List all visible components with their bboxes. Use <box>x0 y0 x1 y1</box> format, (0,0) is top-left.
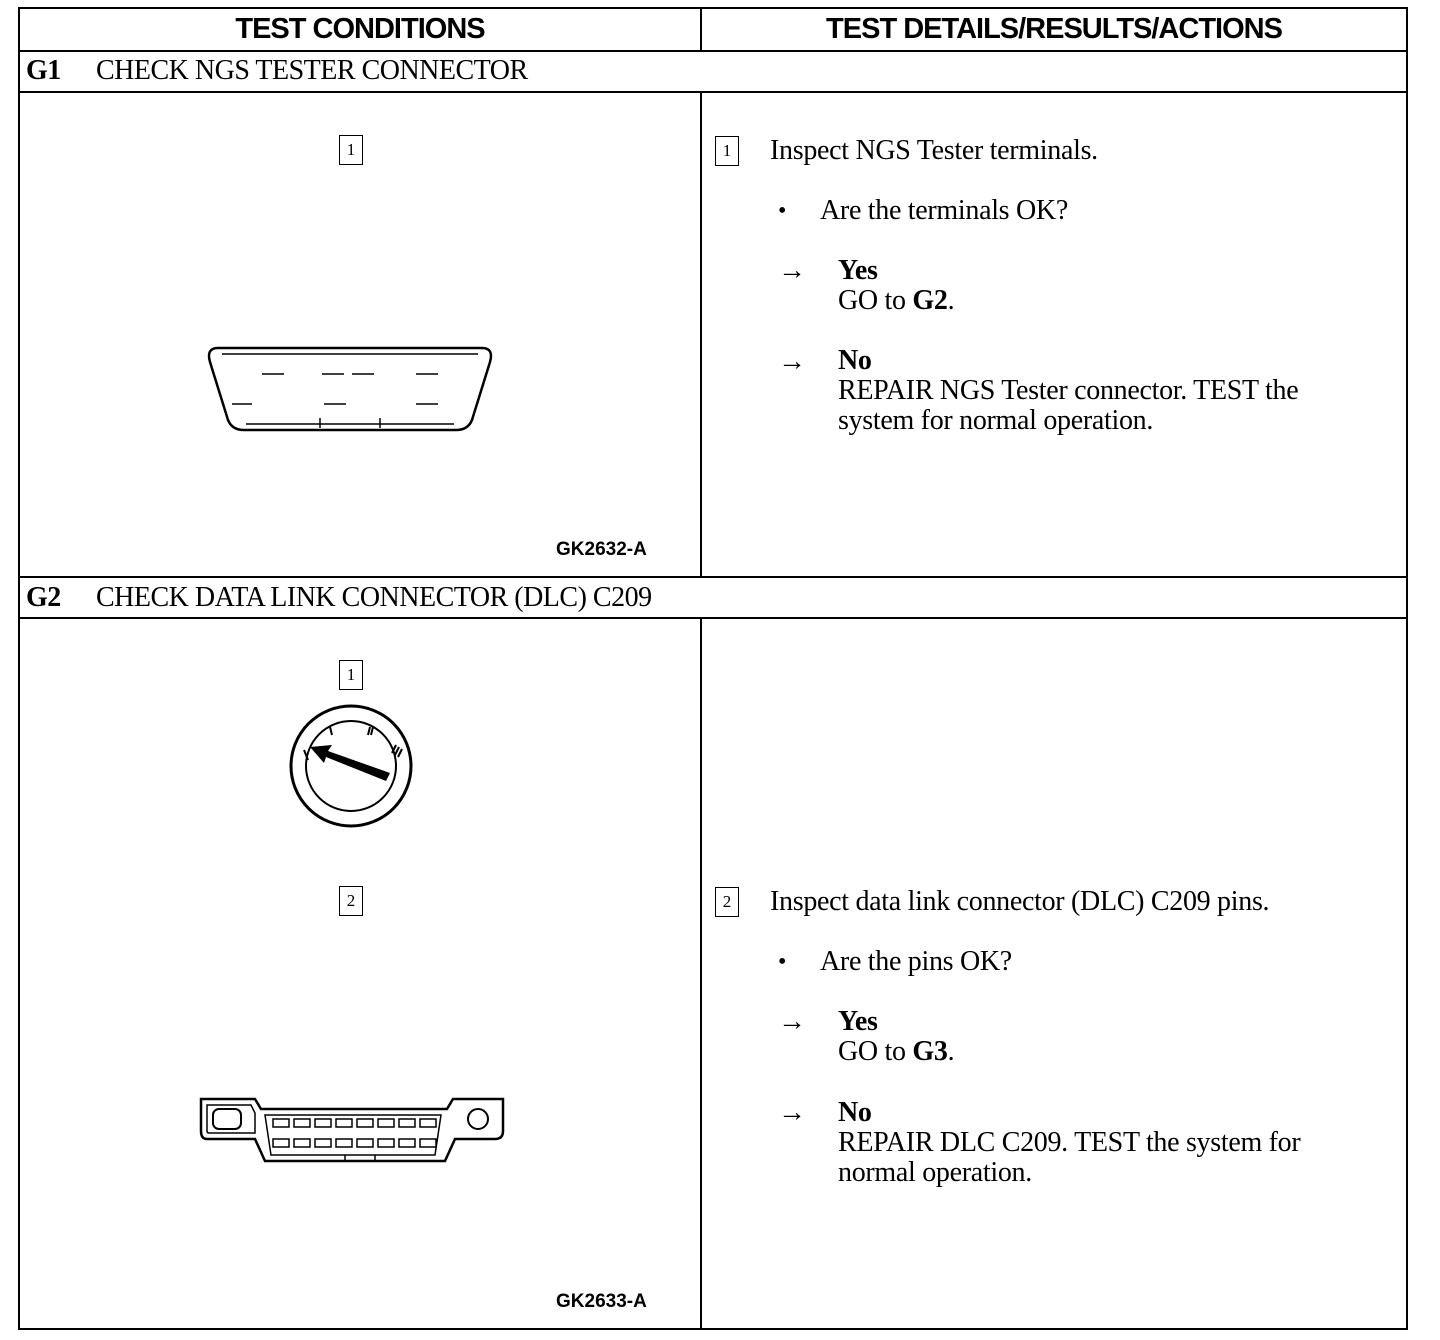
g1-yes-action <box>838 286 954 316</box>
header-test-details: TEST DETAILS/RESULTS/ACTIONS <box>826 12 1282 45</box>
g2-step1-box-left: 1 <box>339 660 363 690</box>
g2-no-action-line1: REPAIR DLC C209. TEST the system for <box>838 1127 1301 1158</box>
g2-step2-box-right: 2 <box>715 887 739 917</box>
g1-yes-action-suffix: . <box>947 285 955 316</box>
g1-step-box-left: 1 <box>339 135 363 165</box>
g2-yes-action-suffix: . <box>947 1036 955 1067</box>
g2-no-label: No <box>838 1097 872 1128</box>
g2-yes-arrow: → <box>778 1006 806 1037</box>
g1-yes-action-prefix: GO to <box>838 285 913 316</box>
g1-code: G1 <box>26 55 61 86</box>
g2-step2-box-left: 2 <box>339 886 363 916</box>
g1-yes-arrow: → <box>778 255 806 286</box>
g2-figure-code: GK2633-A <box>556 1291 647 1312</box>
g1-no-action-line1: REPAIR NGS Tester connector. TEST the <box>838 375 1299 406</box>
g1-step-box-right: 1 <box>715 136 739 166</box>
g2-code: G2 <box>26 582 61 613</box>
g1-no-action-line2: system for normal operation. <box>838 405 1154 436</box>
g2-no-action-line2: normal operation. <box>838 1157 1032 1188</box>
g2-yes-action-prefix: GO to <box>838 1036 913 1067</box>
g2-yes-label: Yes <box>838 1006 878 1037</box>
g1-no-arrow: → <box>778 346 806 377</box>
g1-yes-action-target: G2 <box>912 285 948 316</box>
column-divider-g1 <box>700 91 702 578</box>
g1-title-divider <box>18 91 1408 93</box>
g1-figure-code: GK2632-A <box>556 539 647 560</box>
g1-no-label: No <box>838 345 872 376</box>
g1-yes-label: Yes <box>838 255 878 286</box>
g2-instruction: Inspect data link connector (DLC) C209 pins. <box>770 886 1270 917</box>
g1-title: CHECK NGS TESTER CONNECTOR <box>96 55 528 86</box>
g1-bullet: • <box>778 198 787 224</box>
g1-question: Are the terminals OK? <box>820 195 1068 226</box>
g2-yes-action-target: G3 <box>912 1036 948 1067</box>
g1-instruction: Inspect NGS Tester terminals. <box>770 135 1098 166</box>
g2-no-arrow: → <box>778 1097 806 1128</box>
g1-section-title <box>26 55 528 87</box>
g2-title-divider <box>18 617 1408 619</box>
g2-title: CHECK DATA LINK CONNECTOR (DLC) C209 <box>96 582 652 613</box>
g2-yes-action <box>838 1037 954 1067</box>
ignition-switch-illustration <box>288 705 414 827</box>
dlc-connector-illustration <box>195 1095 510 1170</box>
ngs-tester-connector-illustration <box>200 340 500 440</box>
g2-bullet: • <box>778 949 787 975</box>
g2-top-divider <box>18 576 1408 578</box>
header-test-conditions: TEST CONDITIONS <box>235 12 485 45</box>
column-divider-g2 <box>700 617 702 1330</box>
g2-section-title <box>26 582 652 614</box>
header-divider <box>18 50 1408 52</box>
g2-question: Are the pins OK? <box>820 946 1012 977</box>
